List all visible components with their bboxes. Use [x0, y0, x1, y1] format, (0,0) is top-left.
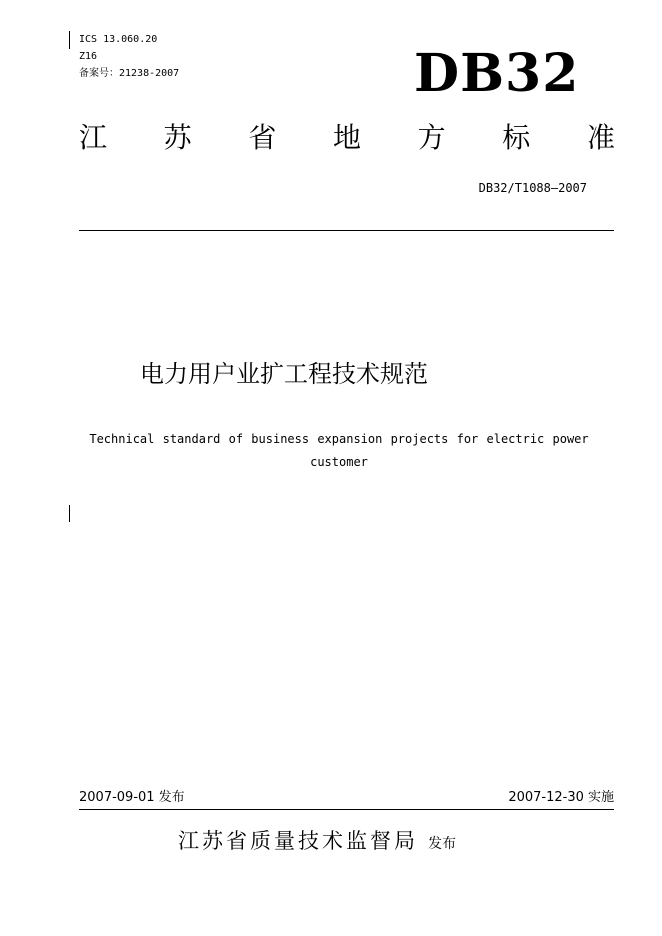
- category-code: Z16: [79, 51, 98, 62]
- publisher-suffix: 发布: [428, 836, 456, 852]
- standard-type-char: 标: [502, 121, 531, 154]
- margin-marker-top: [69, 31, 70, 49]
- publisher-name: 江苏省质量技术监督局: [178, 829, 418, 853]
- standard-number: DB32/T1088—2007: [478, 181, 587, 195]
- implement-date: 2007-12-30 实施: [508, 790, 614, 805]
- standard-code: DB32: [414, 43, 580, 104]
- footer-rule: [79, 809, 614, 810]
- standard-type-char: 省: [248, 121, 277, 154]
- standard-type-char: 苏: [163, 121, 192, 154]
- publisher-line: [178, 826, 456, 859]
- standard-type-heading: [79, 120, 615, 156]
- filing-number: 备案号：21238-2007: [79, 68, 180, 79]
- standard-type-char: 准: [586, 121, 615, 154]
- header-rule: [79, 230, 614, 231]
- standard-type-char: 江: [79, 121, 108, 154]
- document-title-english: Technical standard of business expansion projects for electric power customer: [89, 432, 589, 469]
- document-title-chinese: 电力用户业扩工程技术规范: [140, 360, 428, 388]
- ics-code: ICS 13.060.20: [79, 34, 158, 45]
- standard-type-char: 地: [332, 121, 361, 154]
- standard-type-char: 方: [417, 121, 446, 154]
- release-date: 2007-09-01 发布: [79, 790, 185, 805]
- margin-marker-middle: [69, 505, 70, 522]
